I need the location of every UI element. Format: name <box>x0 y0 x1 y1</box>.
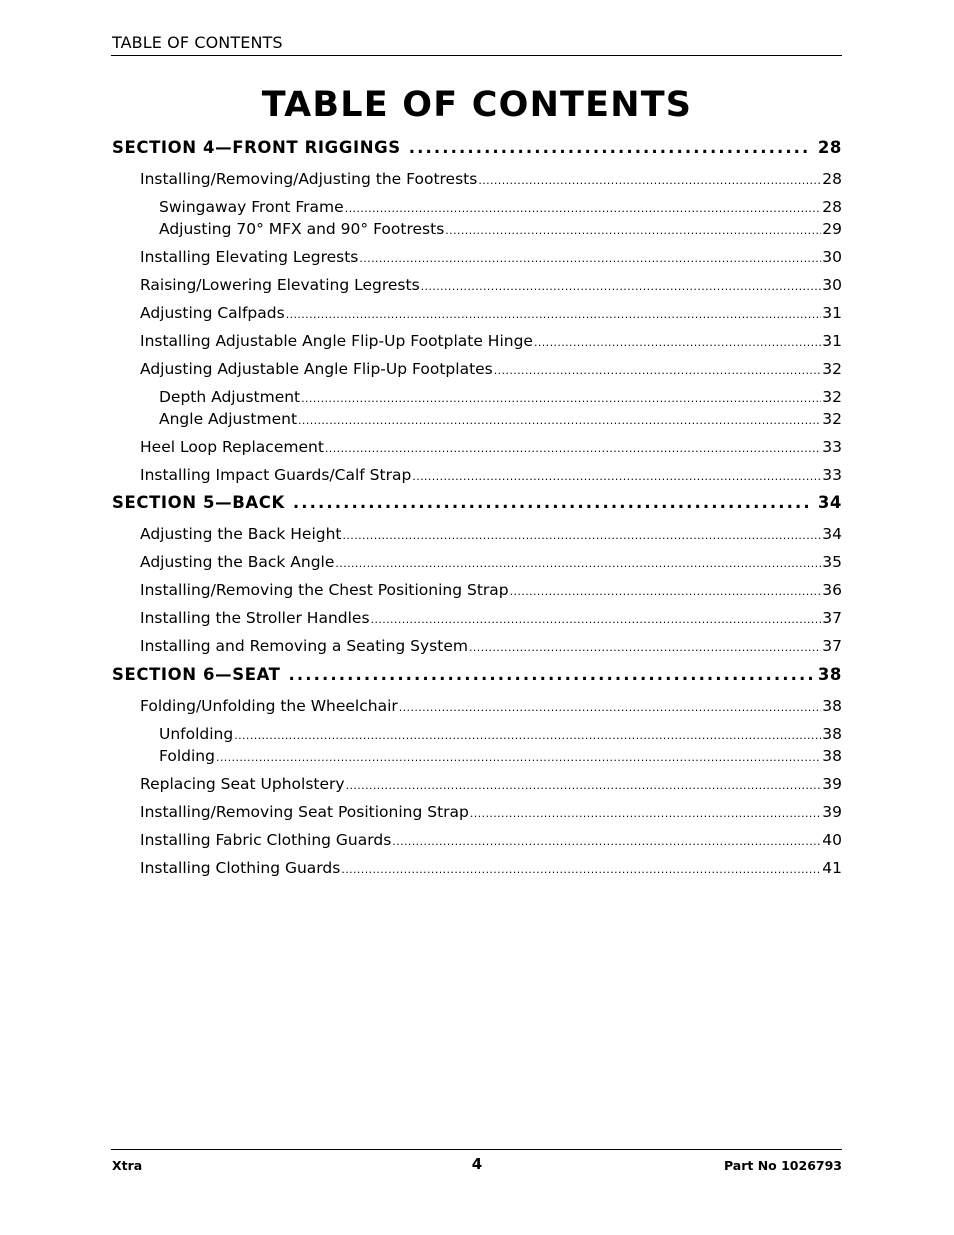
toc-entry[interactable] <box>140 332 842 350</box>
toc-entry[interactable] <box>140 637 842 655</box>
dot-leader <box>371 613 822 626</box>
toc-entry[interactable] <box>140 697 842 715</box>
toc-entry[interactable] <box>140 553 842 571</box>
toc-entry[interactable] <box>159 747 842 765</box>
toc-entry-label: Raising/Lowering Elevating Legrests <box>140 276 420 294</box>
toc-entry-label: Installing/Removing/Adjusting the Footrests <box>140 170 478 188</box>
toc-entry[interactable] <box>140 775 842 793</box>
dot-leader <box>346 779 822 792</box>
dot-leader <box>359 252 821 265</box>
dot-leader <box>392 835 821 848</box>
toc-entry[interactable] <box>140 609 842 627</box>
toc-entry-label: Installing Adjustable Angle Flip-Up Footplate Hinge <box>140 332 533 350</box>
header-rule <box>111 55 842 56</box>
dot-leader <box>301 392 821 405</box>
dot-leader <box>494 364 822 377</box>
dot-leader <box>412 470 821 483</box>
toc-entry-label: Folding/Unfolding the Wheelchair <box>140 697 398 715</box>
toc-entry-page-number: 38 <box>822 725 842 743</box>
toc-entry-page-number: 31 <box>822 304 842 322</box>
toc-entry-label: Adjusting the Back Angle <box>140 553 335 571</box>
toc-entry-page-number: 39 <box>822 803 842 821</box>
dot-leader <box>399 701 822 714</box>
toc-entry[interactable] <box>140 525 842 543</box>
dot-leader <box>510 585 822 598</box>
toc-entry-page-number: 31 <box>822 332 842 350</box>
dot-leader <box>478 174 821 187</box>
toc-entry-label: Installing and Removing a Seating System <box>140 637 468 655</box>
toc-entry-page-number: 39 <box>822 775 842 793</box>
dot-leader <box>335 557 821 570</box>
toc-entry[interactable] <box>159 198 842 216</box>
toc-entry-label: Angle Adjustment <box>159 410 298 428</box>
toc-section-heading[interactable] <box>112 665 842 684</box>
dot-leader <box>293 493 812 512</box>
toc-entry-page-number: 35 <box>822 553 842 571</box>
toc-entry-page-number: 30 <box>822 276 842 294</box>
dot-leader <box>534 336 821 349</box>
toc-entry-page-number: 34 <box>822 525 842 543</box>
toc-section-heading[interactable] <box>112 138 842 157</box>
toc-entry-label: SECTION 4—FRONT RIGGINGS <box>112 138 401 157</box>
toc-entry[interactable] <box>140 581 842 599</box>
dot-leader <box>216 751 821 764</box>
footer-part-number: Part No 1026793 <box>723 1158 842 1173</box>
running-head: TABLE OF CONTENTS <box>112 33 283 52</box>
toc-entry-label: Replacing Seat Upholstery <box>140 775 345 793</box>
dot-leader <box>469 641 821 654</box>
toc-entry-label: Installing/Removing Seat Positioning Strap <box>140 803 469 821</box>
dot-leader <box>289 665 812 684</box>
dot-leader <box>341 863 821 876</box>
toc-entry-page-number: 38 <box>822 747 842 765</box>
dot-leader <box>286 308 822 321</box>
dot-leader <box>445 224 821 237</box>
dot-leader <box>470 807 821 820</box>
toc-entry[interactable] <box>140 360 842 378</box>
toc-entry-label: SECTION 5—BACK <box>112 493 285 512</box>
toc-entry-label: Adjusting 70° MFX and 90° Footrests <box>159 220 445 238</box>
toc-entry[interactable] <box>140 170 842 188</box>
toc-entry-page-number: 32 <box>822 388 842 406</box>
toc-section-heading[interactable] <box>112 493 842 512</box>
toc-entry-label: Installing Fabric Clothing Guards <box>140 831 392 849</box>
toc-entry[interactable] <box>159 388 842 406</box>
toc-entry-page-number: 33 <box>822 438 842 456</box>
toc-entry-page-number: 28 <box>822 170 842 188</box>
dot-leader <box>325 442 821 455</box>
dot-leader <box>421 280 822 293</box>
toc-entry-page-number: 36 <box>822 581 842 599</box>
toc-entry-label: Depth Adjustment <box>159 388 301 406</box>
toc-entry-label: Installing Impact Guards/Calf Strap <box>140 466 412 484</box>
toc-entry[interactable] <box>140 438 842 456</box>
toc-entry-page-number: 41 <box>822 859 842 877</box>
toc-entry[interactable] <box>140 466 842 484</box>
toc-entry-page-number: 29 <box>822 220 842 238</box>
toc-entry-label: Heel Loop Replacement <box>140 438 324 456</box>
toc-entry[interactable] <box>140 803 842 821</box>
toc-entry-label: Installing Clothing Guards <box>140 859 341 877</box>
toc-entry-page-number: 37 <box>822 609 842 627</box>
page-title: TABLE OF CONTENTS <box>261 85 693 125</box>
toc-entry[interactable] <box>140 276 842 294</box>
footer-product-name: Xtra <box>112 1158 143 1173</box>
toc-entry-page-number: 34 <box>817 493 842 512</box>
dot-leader <box>345 202 822 215</box>
toc-entry-label: Installing/Removing the Chest Positioning Strap <box>140 581 509 599</box>
toc-entry-page-number: 32 <box>822 410 842 428</box>
toc-entry-label: Installing the Stroller Handles <box>140 609 370 627</box>
toc-entry[interactable] <box>140 304 842 322</box>
toc-entry[interactable] <box>140 248 842 266</box>
toc-entry-label: Adjusting Calfpads <box>140 304 285 322</box>
toc-entry-label: Adjusting Adjustable Angle Flip-Up Footplates <box>140 360 493 378</box>
toc-entry-label: Folding <box>159 747 215 765</box>
toc-entry-page-number: 30 <box>822 248 842 266</box>
dot-leader <box>298 414 821 427</box>
dot-leader <box>234 729 821 742</box>
toc-entry-page-number: 33 <box>822 466 842 484</box>
toc-entry-page-number: 38 <box>817 665 842 684</box>
toc-entry[interactable] <box>159 220 842 238</box>
toc-entry-label: Installing Elevating Legrests <box>140 248 359 266</box>
dot-leader <box>343 529 822 542</box>
toc-entry-label: SECTION 6—SEAT <box>112 665 281 684</box>
toc-entry-label: Swingaway Front Frame <box>159 198 344 216</box>
toc-entry-page-number: 32 <box>822 360 842 378</box>
footer-page-number: 4 <box>471 1155 483 1173</box>
toc-entry-page-number: 28 <box>822 198 842 216</box>
toc-entry-page-number: 38 <box>822 697 842 715</box>
dot-leader <box>409 138 812 157</box>
toc-entry-label: Adjusting the Back Height <box>140 525 342 543</box>
toc-entry[interactable] <box>159 725 842 743</box>
toc-entry-label: Unfolding <box>159 725 234 743</box>
toc-entry-page-number: 37 <box>822 637 842 655</box>
toc-entry[interactable] <box>140 859 842 877</box>
toc-entry-page-number: 28 <box>817 138 842 157</box>
toc-entry[interactable] <box>140 831 842 849</box>
footer-rule <box>111 1149 842 1150</box>
toc-entry-page-number: 40 <box>822 831 842 849</box>
toc-entry[interactable] <box>159 410 842 428</box>
